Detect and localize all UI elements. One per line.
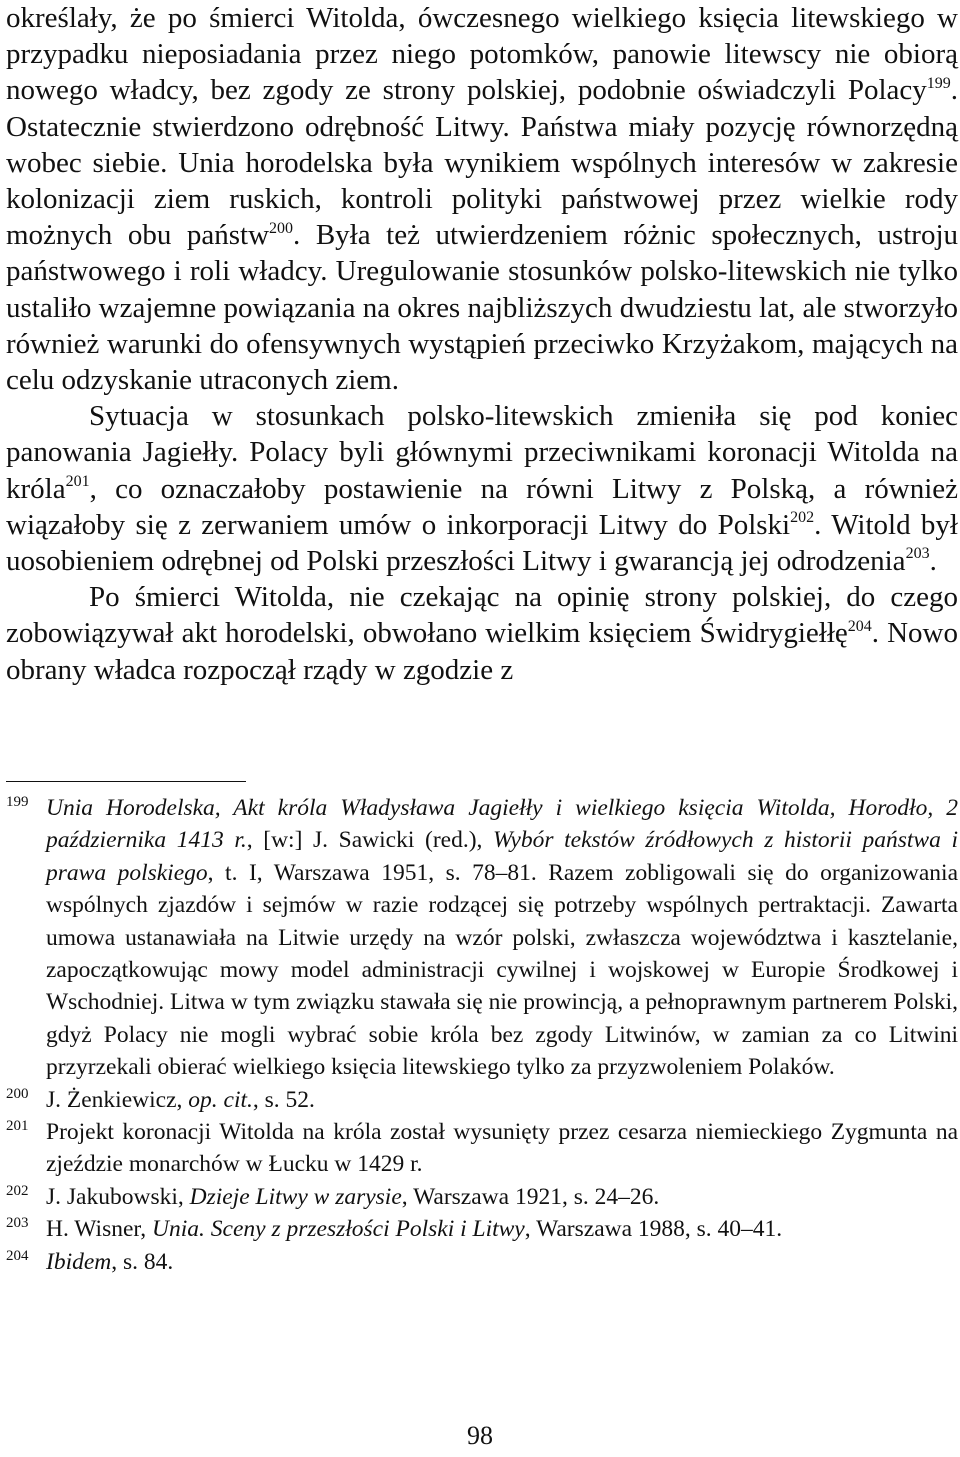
text-run: J. Jakubowski, — [46, 1183, 190, 1210]
text-run: Po śmierci Witolda, nie czekając na opinię strony polskiej, do czego zobowiązywał akt horodelski, obwołano wielkim księciem Świdrygiełłę — [6, 581, 958, 650]
footnote-separator — [6, 781, 246, 782]
italic-run: Wybór tekstów źródłowych z historii państwa i prawa polskiego — [46, 827, 958, 886]
italic-run: Unia Horodelska, Akt króla Władysława Jagiełły i wielkiego księcia Witolda, Horodło, 2 października 1413 r. — [46, 795, 958, 854]
text-run: , Warszawa 1988, s. 40–41. — [524, 1216, 783, 1243]
footnote-200 — [6, 1084, 958, 1116]
text-run: , s. 52. — [252, 1086, 315, 1113]
text-run: J. Żenkiewicz, — [46, 1086, 189, 1113]
main-text — [6, 0, 958, 688]
italic-run: Dzieje Litwy w zarysie — [189, 1183, 402, 1210]
text-run: . Nowo obrany władca rozpoczął rządy w zgodzie z — [6, 617, 958, 686]
text-run: , s. 84. — [111, 1248, 174, 1275]
italic-run: Ibidem — [46, 1248, 112, 1275]
text-run: , Warszawa 1921, s. 24–26. — [401, 1183, 660, 1210]
footnote-text — [46, 1246, 958, 1278]
footnote-number: 200 — [6, 1085, 29, 1102]
footnote-ref-203[interactable]: 203 — [905, 545, 930, 563]
italic-run: op. cit. — [188, 1086, 253, 1113]
text-run: określały, że po śmierci Witolda, ówczesnego wielkiego księcia litewskiego w przypadku nieposiadania przez niego potomków, panowie litewscy nie obiorą nowego władcy, bez zgody ze strony polskiej, podobnie oświadczyli Polacy — [6, 2, 958, 107]
footnote-number: 204 — [6, 1247, 29, 1264]
footnote-ref-204[interactable]: 204 — [847, 617, 872, 635]
text-run: . Witold był uosobieniem odrębnej od Polski przeszłości Litwy i gwarancją jej odrodzenia — [6, 508, 958, 578]
italic-run: Unia. Sceny z przeszłości Polski i Litwy — [152, 1216, 525, 1243]
footnotes — [6, 792, 958, 1278]
page-number: 98 — [467, 1421, 493, 1450]
footnote-ref-202[interactable]: 202 — [790, 509, 815, 527]
footnote-text — [46, 1084, 958, 1116]
footnote-202 — [6, 1181, 958, 1213]
footnote-ref-200[interactable]: 200 — [269, 219, 294, 237]
footnote-203 — [6, 1213, 958, 1245]
text-run: . Ostatecznie stwierdzono odrębność Litwy. Państwa miały pozycję równorzędną wobec siebie. Unia horodelska była wynikiem wspólnych interesów w zakresie kolonizacji ziem ruskich, kontroli polityki państwowej przez wielkie rody możnych obu państw — [6, 74, 958, 252]
footnote-text — [46, 792, 958, 1084]
footnote-text — [46, 1213, 958, 1245]
text-run: . Była też utwierdzeniem różnic społecznych, ustroju państwowego i roli władcy. Uregulowanie stosunków polsko-litewskich nie tylko ustaliło wzajemne powiązania na okres najbliższych dwudziestu lat, ale stworzyło również warunki do ofensywnych wystąpień przeciwko Krzyżakom, mających na celu odzyskanie utraconych ziem. — [6, 219, 958, 397]
footnote-number: 201 — [6, 1118, 29, 1135]
text-run: Projekt koronacji Witolda na króla został wysunięty przez cesarza niemieckiego Zygmunta na zjeździe monarchów w Łucku w 1429 r. — [46, 1119, 958, 1178]
footnote-number: 202 — [6, 1182, 29, 1199]
footnote-text — [46, 1181, 958, 1213]
text-run: H. Wisner, — [46, 1216, 153, 1243]
text-run: , co oznaczałoby postawienie na równi Litwy z Polską, a również wiązałoby się z zerwaniem umów o inkorporacji Litwy do Polski — [6, 472, 958, 541]
paragraph-2 — [6, 398, 958, 579]
footnote-204 — [6, 1246, 958, 1278]
paragraph-1 — [6, 0, 958, 398]
footnote-ref-201[interactable]: 201 — [65, 472, 90, 490]
footnote-number: 199 — [6, 794, 29, 810]
footnote-text — [46, 1116, 958, 1181]
footnote-number: 203 — [6, 1215, 29, 1232]
text-run: . — [929, 545, 937, 578]
footnote-199 — [6, 792, 958, 1084]
footnote-201 — [6, 1116, 958, 1181]
paragraph-3 — [6, 579, 958, 688]
text-run: , t. I, Warszawa 1951, s. 78–81. Razem zobligowali się do organizowania wspólnych zjazdów i sejmów w razie rodzącej się potrzeby wspólnych pertraktacji. Zawarta umowa ustanawiała na Litwie urzędy na wzór polski, zwłaszcza województwa i kasztelanie, zapoczątkowując mowy model administracji cywilnej i wojskowej w Europie Środkowej i Wschodniej. Litwa w tym związku stawała się nie prowincją, a pełnoprawnym partnerem Polski, gdyż Polacy nie mogli wybrać sobie króla bez zgody Litwinów, w zamian za co Litwini przyrzekali obierać wielkiego księcia litewskiego tylko za przyzwoleniem Polaków. — [46, 859, 958, 1081]
footnote-ref-199[interactable]: 199 — [926, 74, 951, 92]
text-run: Sytuacja w stosunkach polsko-litewskich zmieniła się pod koniec panowania Jagiełły. Polacy byli głównymi przeciwnikami koronacji Witolda na króla — [6, 400, 958, 505]
text-run: , [w:] J. Sawicki (red.), — [246, 827, 494, 854]
